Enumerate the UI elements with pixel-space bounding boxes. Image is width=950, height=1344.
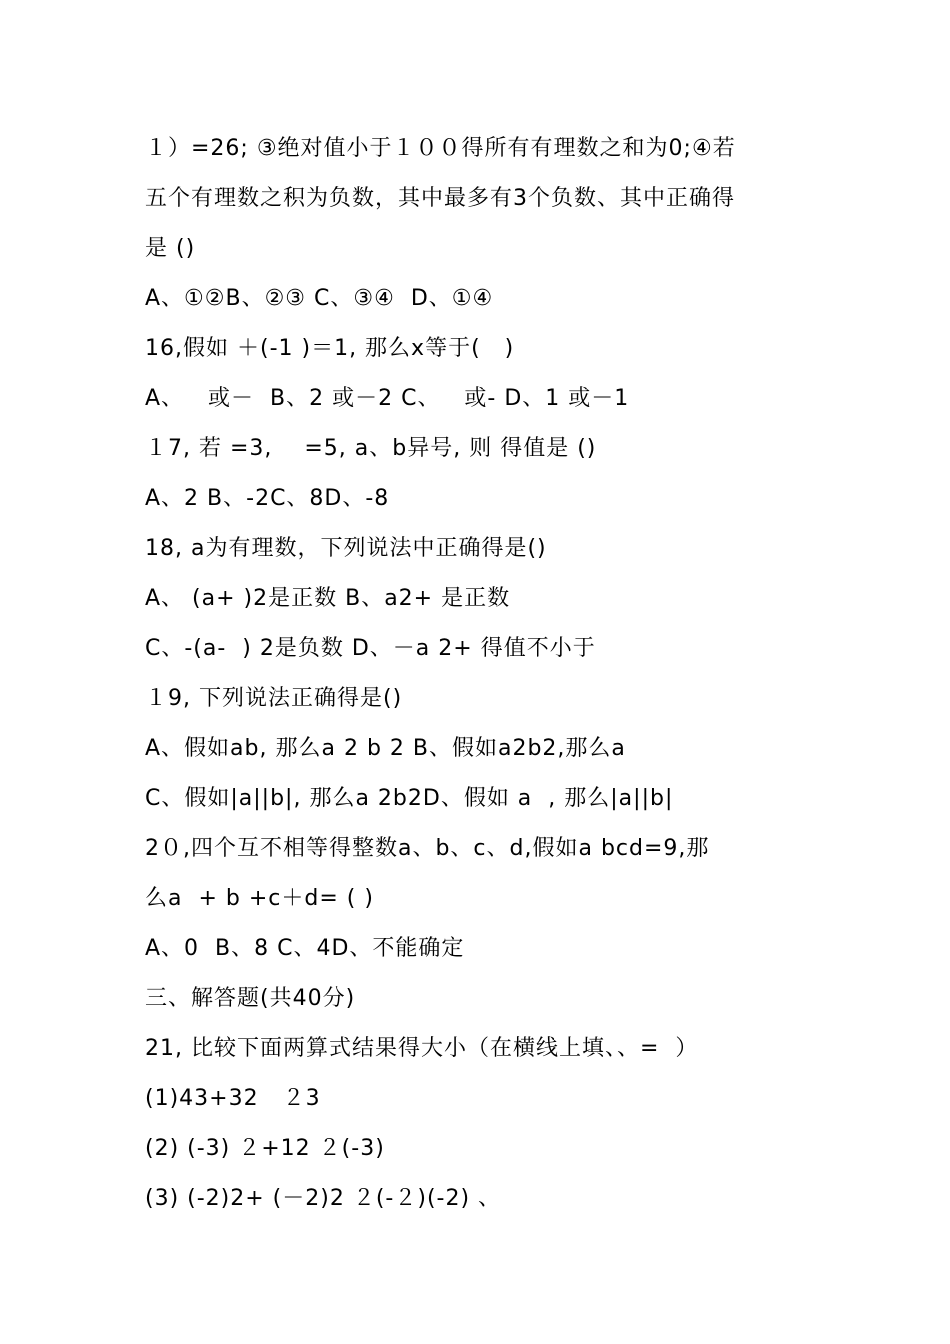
question-20: 2０,四个互不相等得整数a、b、c、d,假如a bcd=9,那 (145, 836, 710, 861)
question-20-options: A、0 B、8 C、4D、不能确定 (145, 936, 465, 961)
question-15-options: A、①②B、②③ C、③④ D、①④ (145, 286, 494, 311)
text-line-2: 五个有理数之积为负数，其中最多有3个负数、其中正确得 (145, 186, 735, 211)
question-21-part-1: (1)43+32 ２3 (145, 1086, 321, 1111)
section-heading: 三、解答题(共40分) (145, 986, 356, 1011)
question-18-options-ab: A、 (a+ )2是正数 B、a2+ 是正数 (145, 586, 511, 611)
question-16: 16,假如 ＋(-1 )＝1, 那么x等于( ) (145, 336, 515, 361)
question-19-options-cd: C、假如|a||b|, 那么a 2b2D、假如 a , 那么|a||b| (145, 786, 674, 811)
question-19-options-ab: A、假如ab, 那么a 2 b 2 B、假如a2b2,那么a (145, 736, 626, 761)
question-16-options: A、 或－ B、2 或－2 C、 或- D、1 或－1 (145, 386, 630, 411)
question-21: 21, 比较下面两算式结果得大小（在横线上填、、= ） (145, 1036, 699, 1061)
question-17-options: A、2 B、-2C、8D、-8 (145, 486, 390, 511)
question-19: １9, 下列说法正确得是() (145, 686, 403, 711)
question-17: １7, 若 =3, =5, a、b异号, 则 得值是 () (145, 436, 597, 461)
question-21-part-2: (2) (-3) ２+12 ２(-3) (145, 1136, 385, 1161)
text-line-3: 是 () (145, 236, 196, 261)
question-18-options-cd: C、-(a- ) 2是负数 D、－a 2+ 得值不小于 (145, 636, 596, 661)
question-18: 18, a为有理数，下列说法中正确得是() (145, 536, 547, 561)
text-line-1: １）=26; ③绝对值小于１００得所有有理数之和为0;④若 (145, 136, 736, 161)
question-20-cont: 么a + b +c＋d= ( ) (145, 886, 374, 911)
question-21-part-3: (3) (-2)2+ (－2)2 ２(-２)(-2) 、 (145, 1186, 502, 1211)
